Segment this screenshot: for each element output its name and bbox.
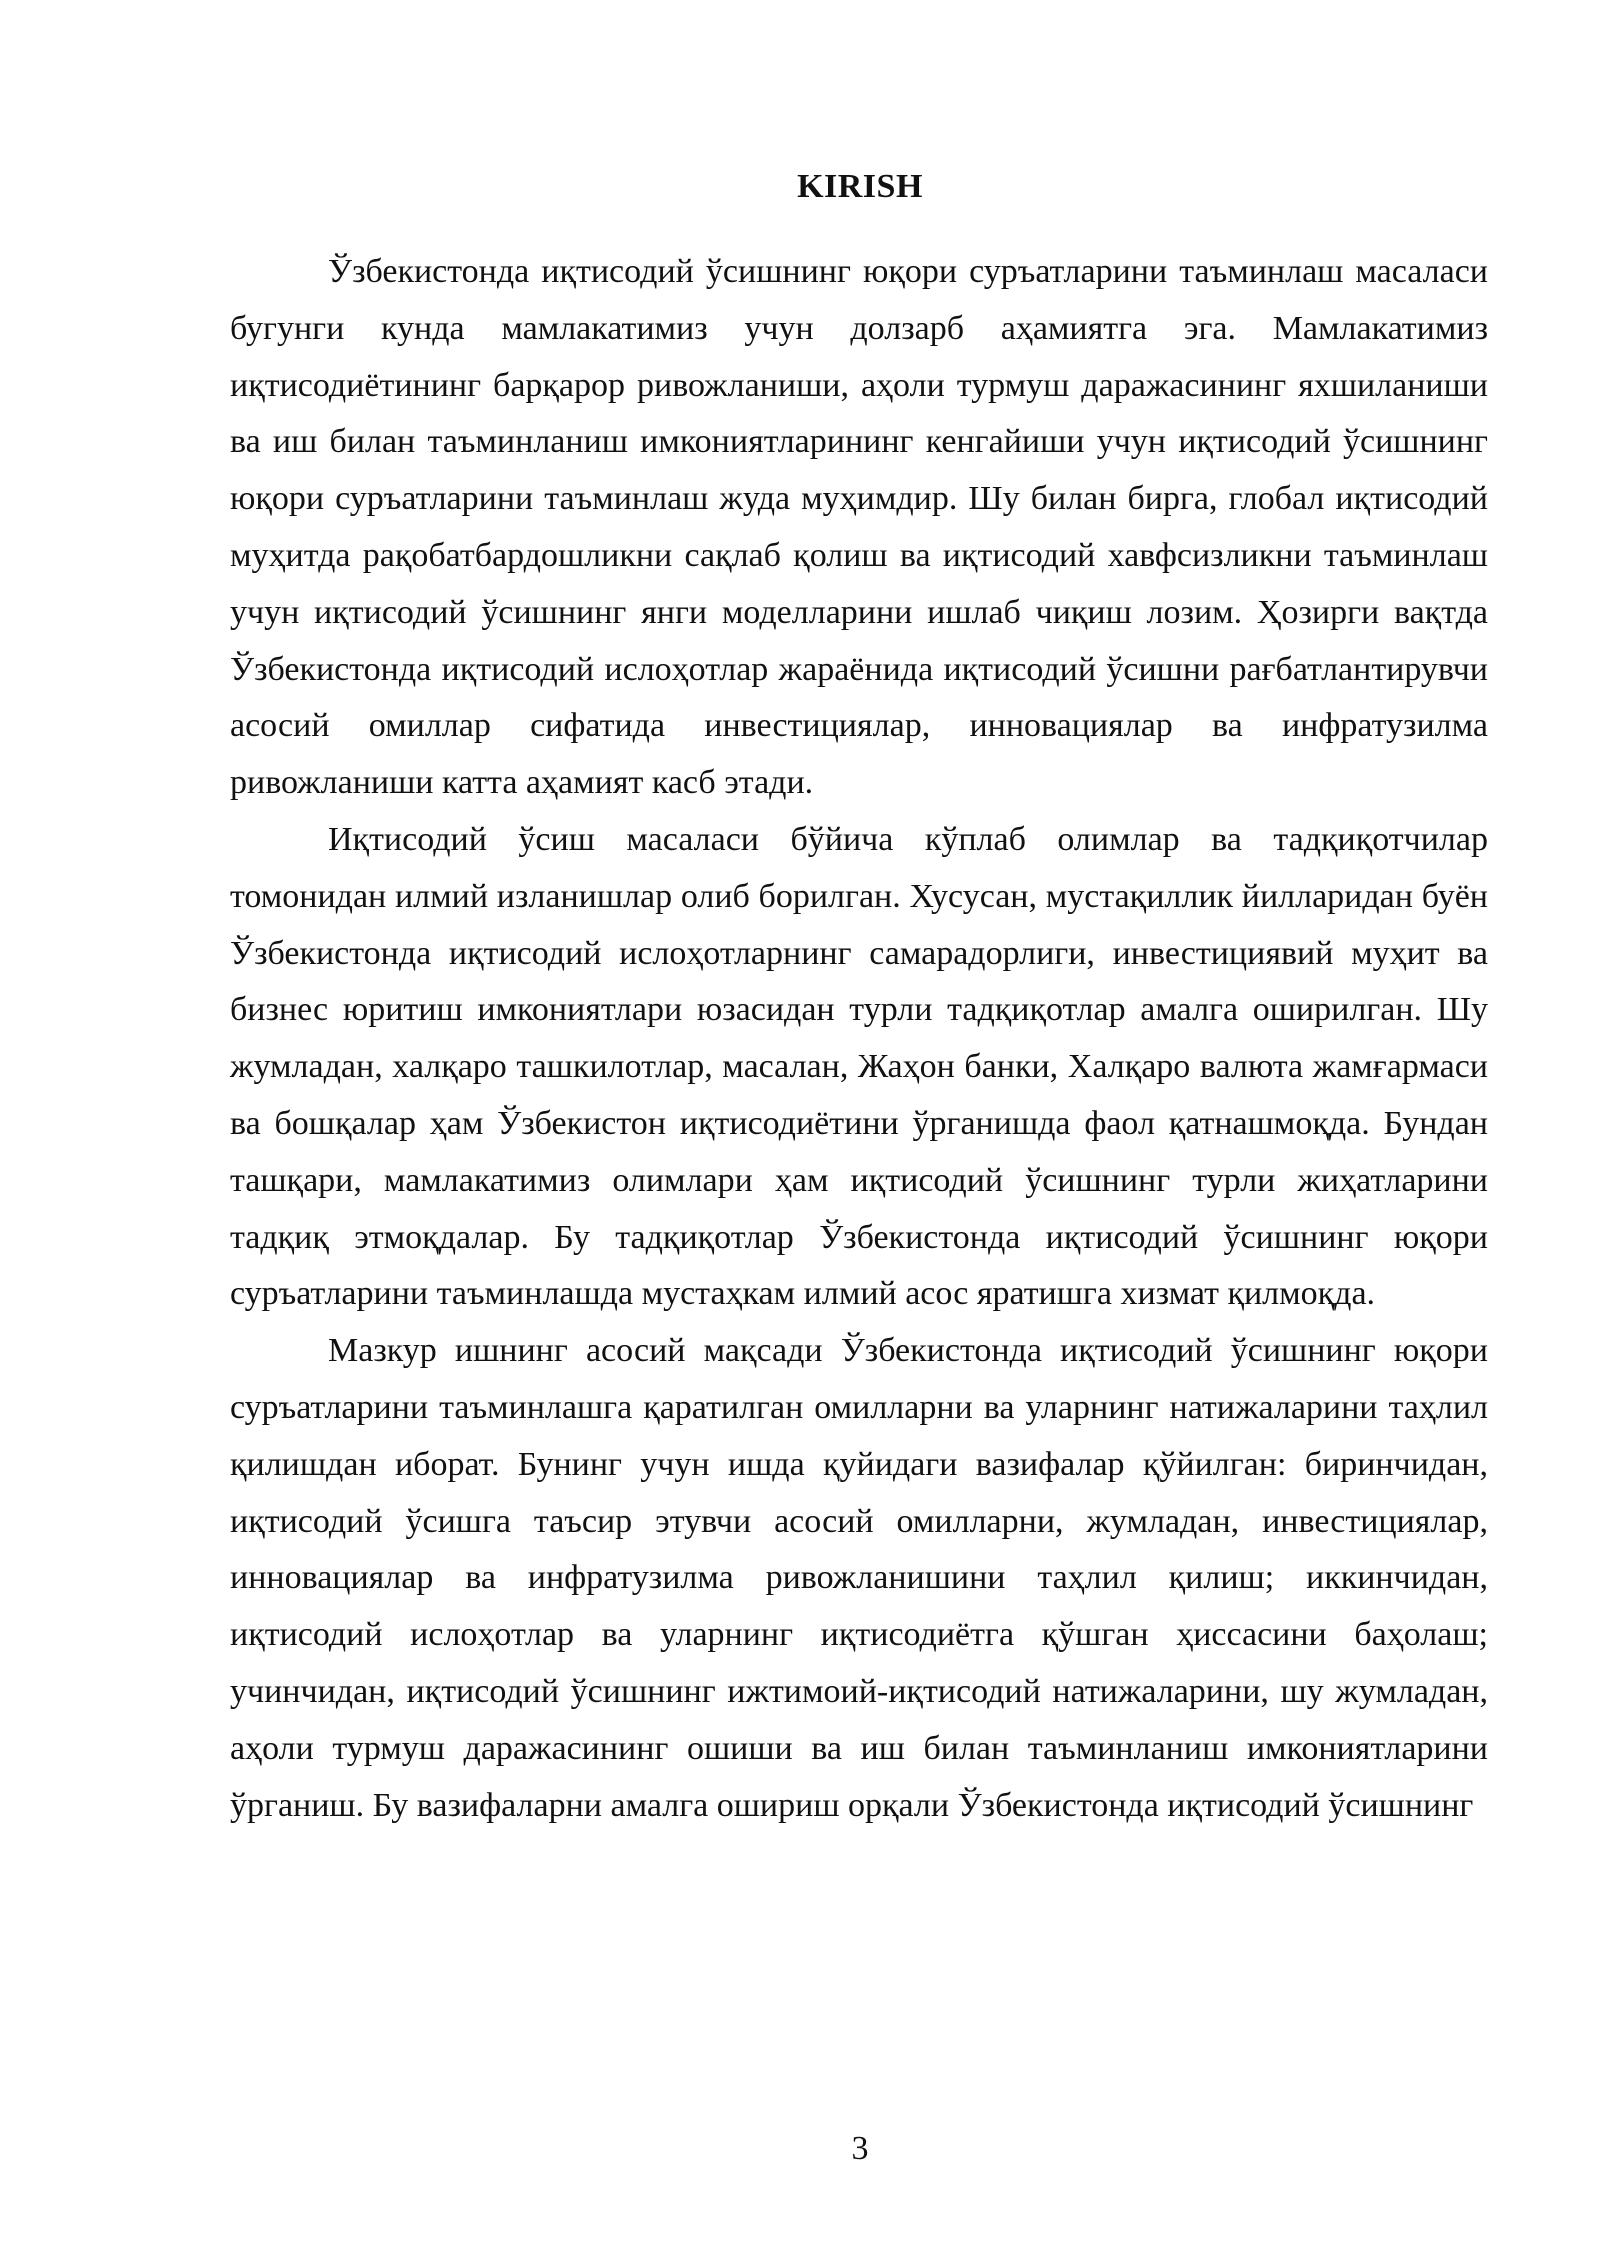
- page-heading: KIRISH: [797, 168, 923, 205]
- paragraph-1: Ўзбекистонда иқтисодий ўсишнинг юқори суръатларини таъминлаш масаласи бугунги кунда мамлакатимиз учун долзарб аҳамиятга эга. Мамлакатимиз иқтисодиётининг барқарор ривожланиши, аҳоли турмуш даражасининг яхшиланиши ва иш билан таъминланиш имкониятларининг кенгайиши учун иқтисодий ўсишнинг юқори суръатларини таъминлаш жуда муҳимдир. Шу билан бирга, глобал иқтисодий муҳитда рақобатбардошликни сақлаб қолиш ва иқтисодий хавфсизликни таъминлаш учун иқтисодий ўсишнинг янги моделларини ишлаб чиқиш лозим. Ҳозирги вақтда Ўзбекистонда иқтисодий ислоҳотлар жараёнида иқтисодий ўсишни рағбатлантирувчи асосий омиллар сифатида инвестициялар, инновациялар ва инфратузилма ривожланиши катта аҳамият касб этади.: [230, 253, 1488, 802]
- paragraph-3: Мазкур ишнинг асосий мақсади Ўзбекистонда иқтисодий ўсишнинг юқори суръатларини таъминлашга қаратилган омилларни ва уларнинг натижаларини таҳлил қилишдан иборат. Бунинг учун ишда қуйидаги вазифалар қўйилган: биринчидан, иқтисодий ўсишга таъсир этувчи асосий омилларни, жумладан, инвестициялар, инновациялар ва инфратузилма ривожланишини таҳлил қилиш; иккинчидан, иқтисодий ислоҳотлар ва уларнинг иқтисодиётга қўшган ҳиссасини баҳолаш; учинчидан, иқтисодий ўсишнинг ижтимоий-иқтисодий натижаларини, шу жумладан, аҳоли турмуш даражасининг ошиши ва иш билан таъминланиш имкониятларини ўрганиш. Бу вазифаларни амалга ошириш орқали Ўзбекистонда иқтисодий ўсишнинг: [230, 1332, 1488, 1824]
- paragraph-2: Иқтисодий ўсиш масаласи бўйича кўплаб олимлар ва тадқиқотчилар томонидан илмий изланишлар олиб борилган. Хусусан, мустақиллик йилларидан буён Ўзбекистонда иқтисодий ислоҳотларнинг самарадорлиги, инвестициявий муҳит ва бизнес юритиш имкониятлари юзасидан турли тадқиқотлар амалга оширилган. Шу жумладан, халқаро ташкилотлар, масалан, Жаҳон банки, Халқаро валюта жамғармаси ва бошқалар ҳам Ўзбекистон иқтисодиётини ўрганишда фаол қатнашмоқда. Бундан ташқари, мамлакатимиз олимлари ҳам иқтисодий ўсишнинг турли жиҳатларини тадқиқ этмоқдалар. Бу тадқиқотлар Ўзбекистонда иқтисодий ўсишнинг юқори суръатларини таъминлашда мустаҳкам илмий асос яратишга хизмат қилмоқда.: [230, 820, 1488, 1313]
- body-text: [230, 244, 1488, 1834]
- page-number: 3: [851, 2130, 869, 2167]
